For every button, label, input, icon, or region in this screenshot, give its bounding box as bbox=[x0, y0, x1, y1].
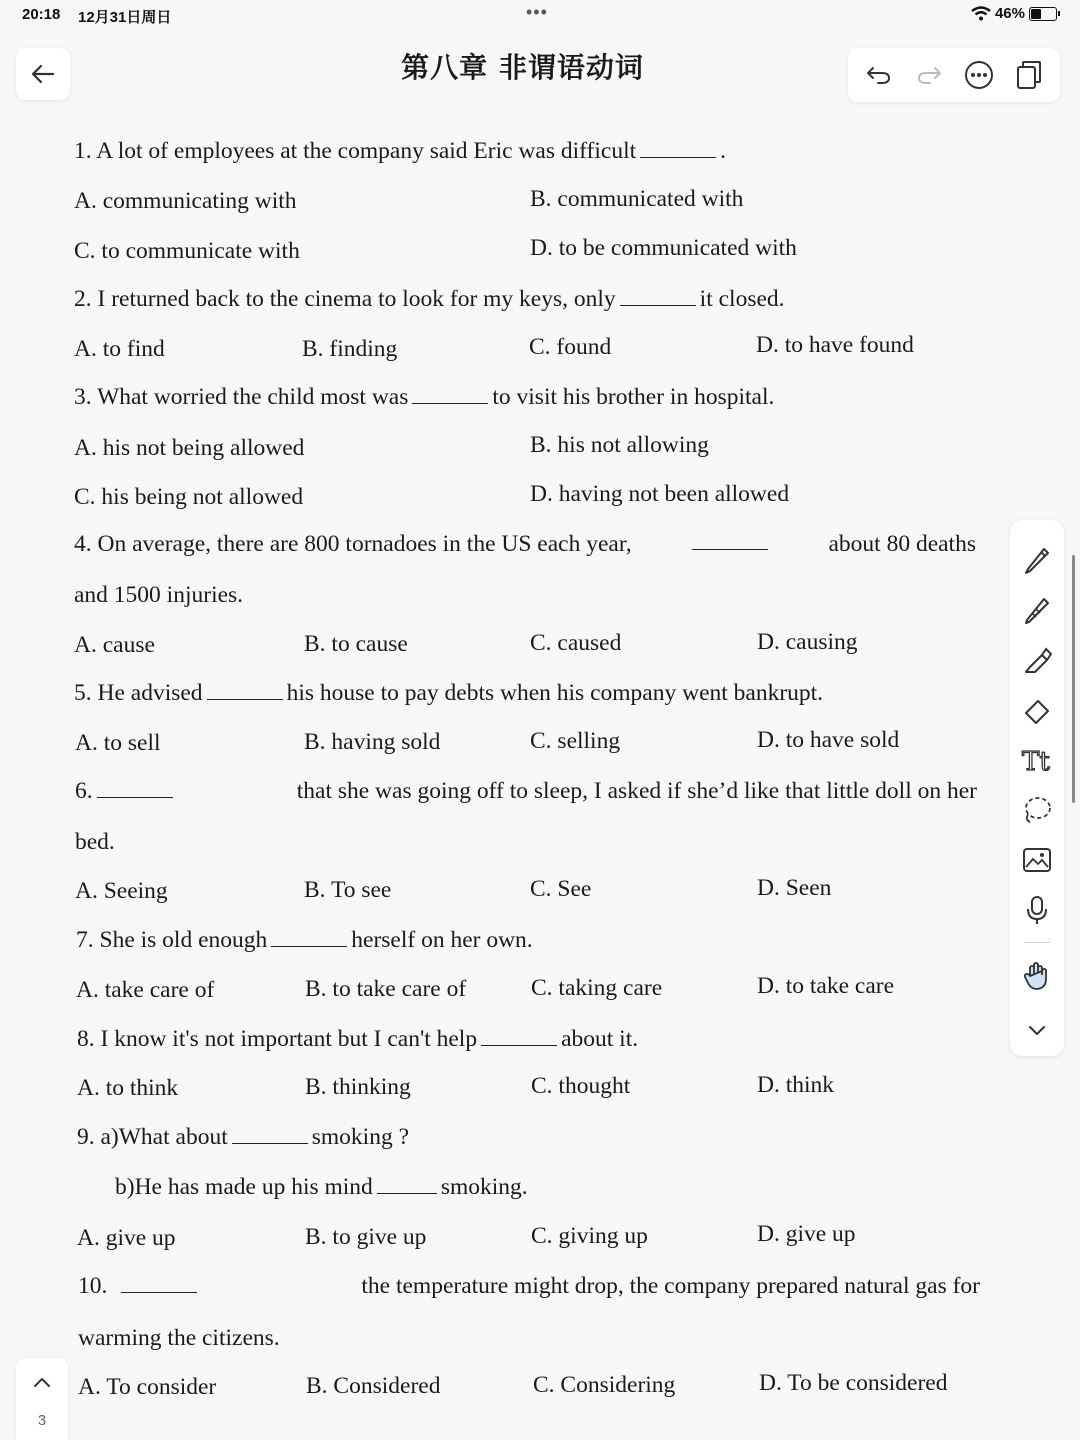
microphone-icon bbox=[1024, 895, 1050, 925]
question-stem-end: that she was going off to sleep, I asked if she’d like that little doll on her bbox=[296, 778, 977, 804]
status-date: 12月31日周日 bbox=[78, 9, 172, 26]
option: B. his not allowing bbox=[530, 432, 709, 458]
pages-button[interactable] bbox=[1009, 55, 1049, 95]
question-7 bbox=[76, 927, 533, 954]
undo-icon bbox=[866, 64, 892, 86]
question-4 bbox=[74, 531, 976, 558]
question-stem-end: smoking. bbox=[440, 1174, 528, 1200]
option: B. communicated with bbox=[530, 186, 744, 212]
question-stem-end: about 80 deaths bbox=[828, 531, 976, 557]
pencil-tool[interactable] bbox=[1017, 590, 1057, 630]
image-tool[interactable] bbox=[1017, 840, 1057, 880]
question-stem: 2. I returned back to the cinema to look for my keys, only bbox=[74, 286, 616, 312]
option: C. thought bbox=[531, 1073, 631, 1099]
answer-blank bbox=[232, 1125, 308, 1144]
answer-blank bbox=[412, 385, 488, 404]
question-8 bbox=[77, 1026, 638, 1053]
answer-blank bbox=[620, 287, 696, 306]
redo-icon bbox=[916, 64, 942, 86]
option: A. take care of bbox=[76, 977, 215, 1003]
option: D. having not been allowed bbox=[530, 481, 790, 507]
option: D. to have sold bbox=[757, 727, 900, 753]
collapse-tools-button[interactable] bbox=[1017, 1010, 1057, 1050]
question-9a bbox=[77, 1124, 409, 1151]
answer-blank bbox=[692, 531, 768, 550]
option: D. Seen bbox=[757, 875, 832, 901]
lasso-tool[interactable] bbox=[1017, 790, 1057, 830]
more-button[interactable] bbox=[959, 55, 999, 95]
question-stem-end: his house to pay debts when his company went bankrupt. bbox=[286, 680, 824, 706]
question-stem: 7. She is old enough bbox=[76, 927, 268, 953]
option: A. Seeing bbox=[75, 878, 168, 904]
pen-tool[interactable] bbox=[1017, 540, 1057, 580]
page-number: 3 bbox=[37, 1412, 47, 1429]
svg-text:Tt: Tt bbox=[1022, 747, 1050, 775]
option: C. taking care bbox=[531, 975, 663, 1001]
option: C. found bbox=[529, 334, 612, 360]
question-1 bbox=[74, 138, 726, 165]
question-stem: 1. A lot of employees at the company said Eric was difficult bbox=[74, 138, 637, 164]
option: A. cause bbox=[74, 632, 155, 658]
lasso-icon bbox=[1021, 794, 1053, 826]
image-icon bbox=[1022, 846, 1052, 874]
option: C. his being not allowed bbox=[74, 484, 304, 510]
question-9b bbox=[115, 1174, 528, 1201]
answer-blank bbox=[207, 681, 283, 700]
battery-percent: 46% bbox=[994, 5, 1025, 22]
page-title: 第八章 非谓语动词 bbox=[401, 51, 644, 84]
question-stem-end: herself on her own. bbox=[351, 927, 533, 953]
option: A. give up bbox=[77, 1225, 176, 1251]
option: D. To be considered bbox=[759, 1370, 948, 1396]
option: C. to communicate with bbox=[74, 238, 300, 264]
scrollbar[interactable] bbox=[1072, 555, 1075, 803]
battery-fill bbox=[1031, 9, 1041, 19]
eraser-icon bbox=[1022, 695, 1052, 725]
option: A. to find bbox=[74, 336, 165, 362]
option: B. to take care of bbox=[305, 976, 467, 1002]
option: C. giving up bbox=[531, 1223, 648, 1249]
chevron-down-icon bbox=[1027, 1023, 1047, 1037]
divider bbox=[1024, 942, 1050, 943]
pages-icon bbox=[1015, 59, 1043, 91]
battery-icon bbox=[1029, 7, 1057, 21]
question-stem: 3. What worried the child most was bbox=[74, 384, 409, 410]
question-stem: 6. bbox=[75, 778, 93, 804]
option: D. give up bbox=[757, 1221, 856, 1247]
question-stem: 4. On average, there are 800 tornadoes in the US each year, bbox=[74, 531, 632, 557]
question-6-continued: bed. bbox=[75, 829, 115, 855]
question-stem: 10. bbox=[78, 1273, 108, 1299]
answer-blank bbox=[377, 1175, 437, 1194]
option: B. to give up bbox=[305, 1224, 427, 1250]
option: A. To consider bbox=[78, 1374, 217, 1400]
question-10 bbox=[78, 1273, 980, 1300]
hand-tool[interactable] bbox=[1017, 956, 1057, 996]
question-stem-end: to visit his brother in hospital. bbox=[492, 384, 775, 410]
option: B. Considered bbox=[306, 1373, 441, 1399]
question-10-continued: warming the citizens. bbox=[78, 1325, 280, 1351]
question-stem-end: smoking ? bbox=[311, 1124, 409, 1150]
question-6 bbox=[75, 778, 977, 805]
text-tool[interactable] bbox=[1017, 740, 1057, 780]
more-icon bbox=[963, 59, 995, 91]
answer-blank bbox=[640, 139, 716, 158]
highlighter-tool[interactable] bbox=[1017, 640, 1057, 680]
option: A. his not being allowed bbox=[74, 435, 305, 461]
chevron-up-icon[interactable] bbox=[16, 1358, 68, 1398]
question-stem: 8. I know it's not important but I can't help bbox=[77, 1026, 478, 1052]
status-right bbox=[971, 5, 1060, 22]
answer-blank bbox=[97, 779, 173, 798]
undo-button[interactable] bbox=[859, 55, 899, 95]
option: C. caused bbox=[530, 630, 622, 656]
status-time: 20:18 bbox=[22, 6, 61, 23]
question-stem: b)He has made up his mind bbox=[115, 1174, 373, 1200]
question-2 bbox=[74, 286, 785, 313]
option: C. Considering bbox=[533, 1372, 676, 1398]
option: A. to sell bbox=[75, 730, 161, 756]
option: D. to be communicated with bbox=[530, 235, 797, 261]
answer-blank bbox=[481, 1027, 557, 1046]
question-stem: 5. He advised bbox=[74, 680, 203, 706]
status-bar bbox=[0, 0, 1080, 30]
hand-icon bbox=[1021, 960, 1053, 992]
multitasking-dots-icon[interactable]: ••• bbox=[526, 2, 548, 22]
option: B. having sold bbox=[304, 729, 441, 755]
option: D. to take care bbox=[757, 973, 895, 999]
top-toolbar bbox=[848, 48, 1060, 102]
wifi-icon bbox=[971, 6, 991, 21]
redo-button[interactable] bbox=[909, 55, 949, 95]
pencil-icon bbox=[1022, 595, 1052, 625]
eraser-tool[interactable] bbox=[1017, 690, 1057, 730]
answer-blank bbox=[271, 928, 347, 947]
option: C. See bbox=[530, 876, 592, 902]
option: B. to cause bbox=[304, 631, 408, 657]
option: D. think bbox=[757, 1072, 835, 1098]
battery-tip bbox=[1058, 11, 1060, 16]
question-stem-end: it closed. bbox=[699, 286, 785, 312]
question-stem-end: . bbox=[720, 138, 727, 164]
option: A. to think bbox=[77, 1075, 179, 1101]
option: D. causing bbox=[757, 629, 858, 655]
question-stem-end: the temperature might drop, the company prepared natural gas for bbox=[361, 1273, 980, 1299]
question-5 bbox=[74, 680, 823, 707]
option: C. selling bbox=[530, 728, 621, 754]
text-icon bbox=[1021, 745, 1053, 775]
pen-icon bbox=[1022, 545, 1052, 575]
tool-palette bbox=[1010, 520, 1064, 1056]
question-4-continued: and 1500 injuries. bbox=[74, 582, 244, 608]
option: B. To see bbox=[304, 877, 392, 903]
option: B. finding bbox=[302, 336, 398, 362]
option: A. communicating with bbox=[74, 188, 297, 214]
answer-blank bbox=[121, 1274, 197, 1293]
question-stem-end: about it. bbox=[561, 1026, 639, 1052]
highlighter-icon bbox=[1022, 645, 1052, 675]
option: D. to have found bbox=[756, 332, 914, 358]
microphone-tool[interactable] bbox=[1017, 890, 1057, 930]
page-indicator[interactable] bbox=[16, 1358, 68, 1440]
option: B. thinking bbox=[305, 1074, 411, 1100]
question-3 bbox=[74, 384, 774, 411]
question-stem: 9. a)What about bbox=[77, 1124, 228, 1150]
